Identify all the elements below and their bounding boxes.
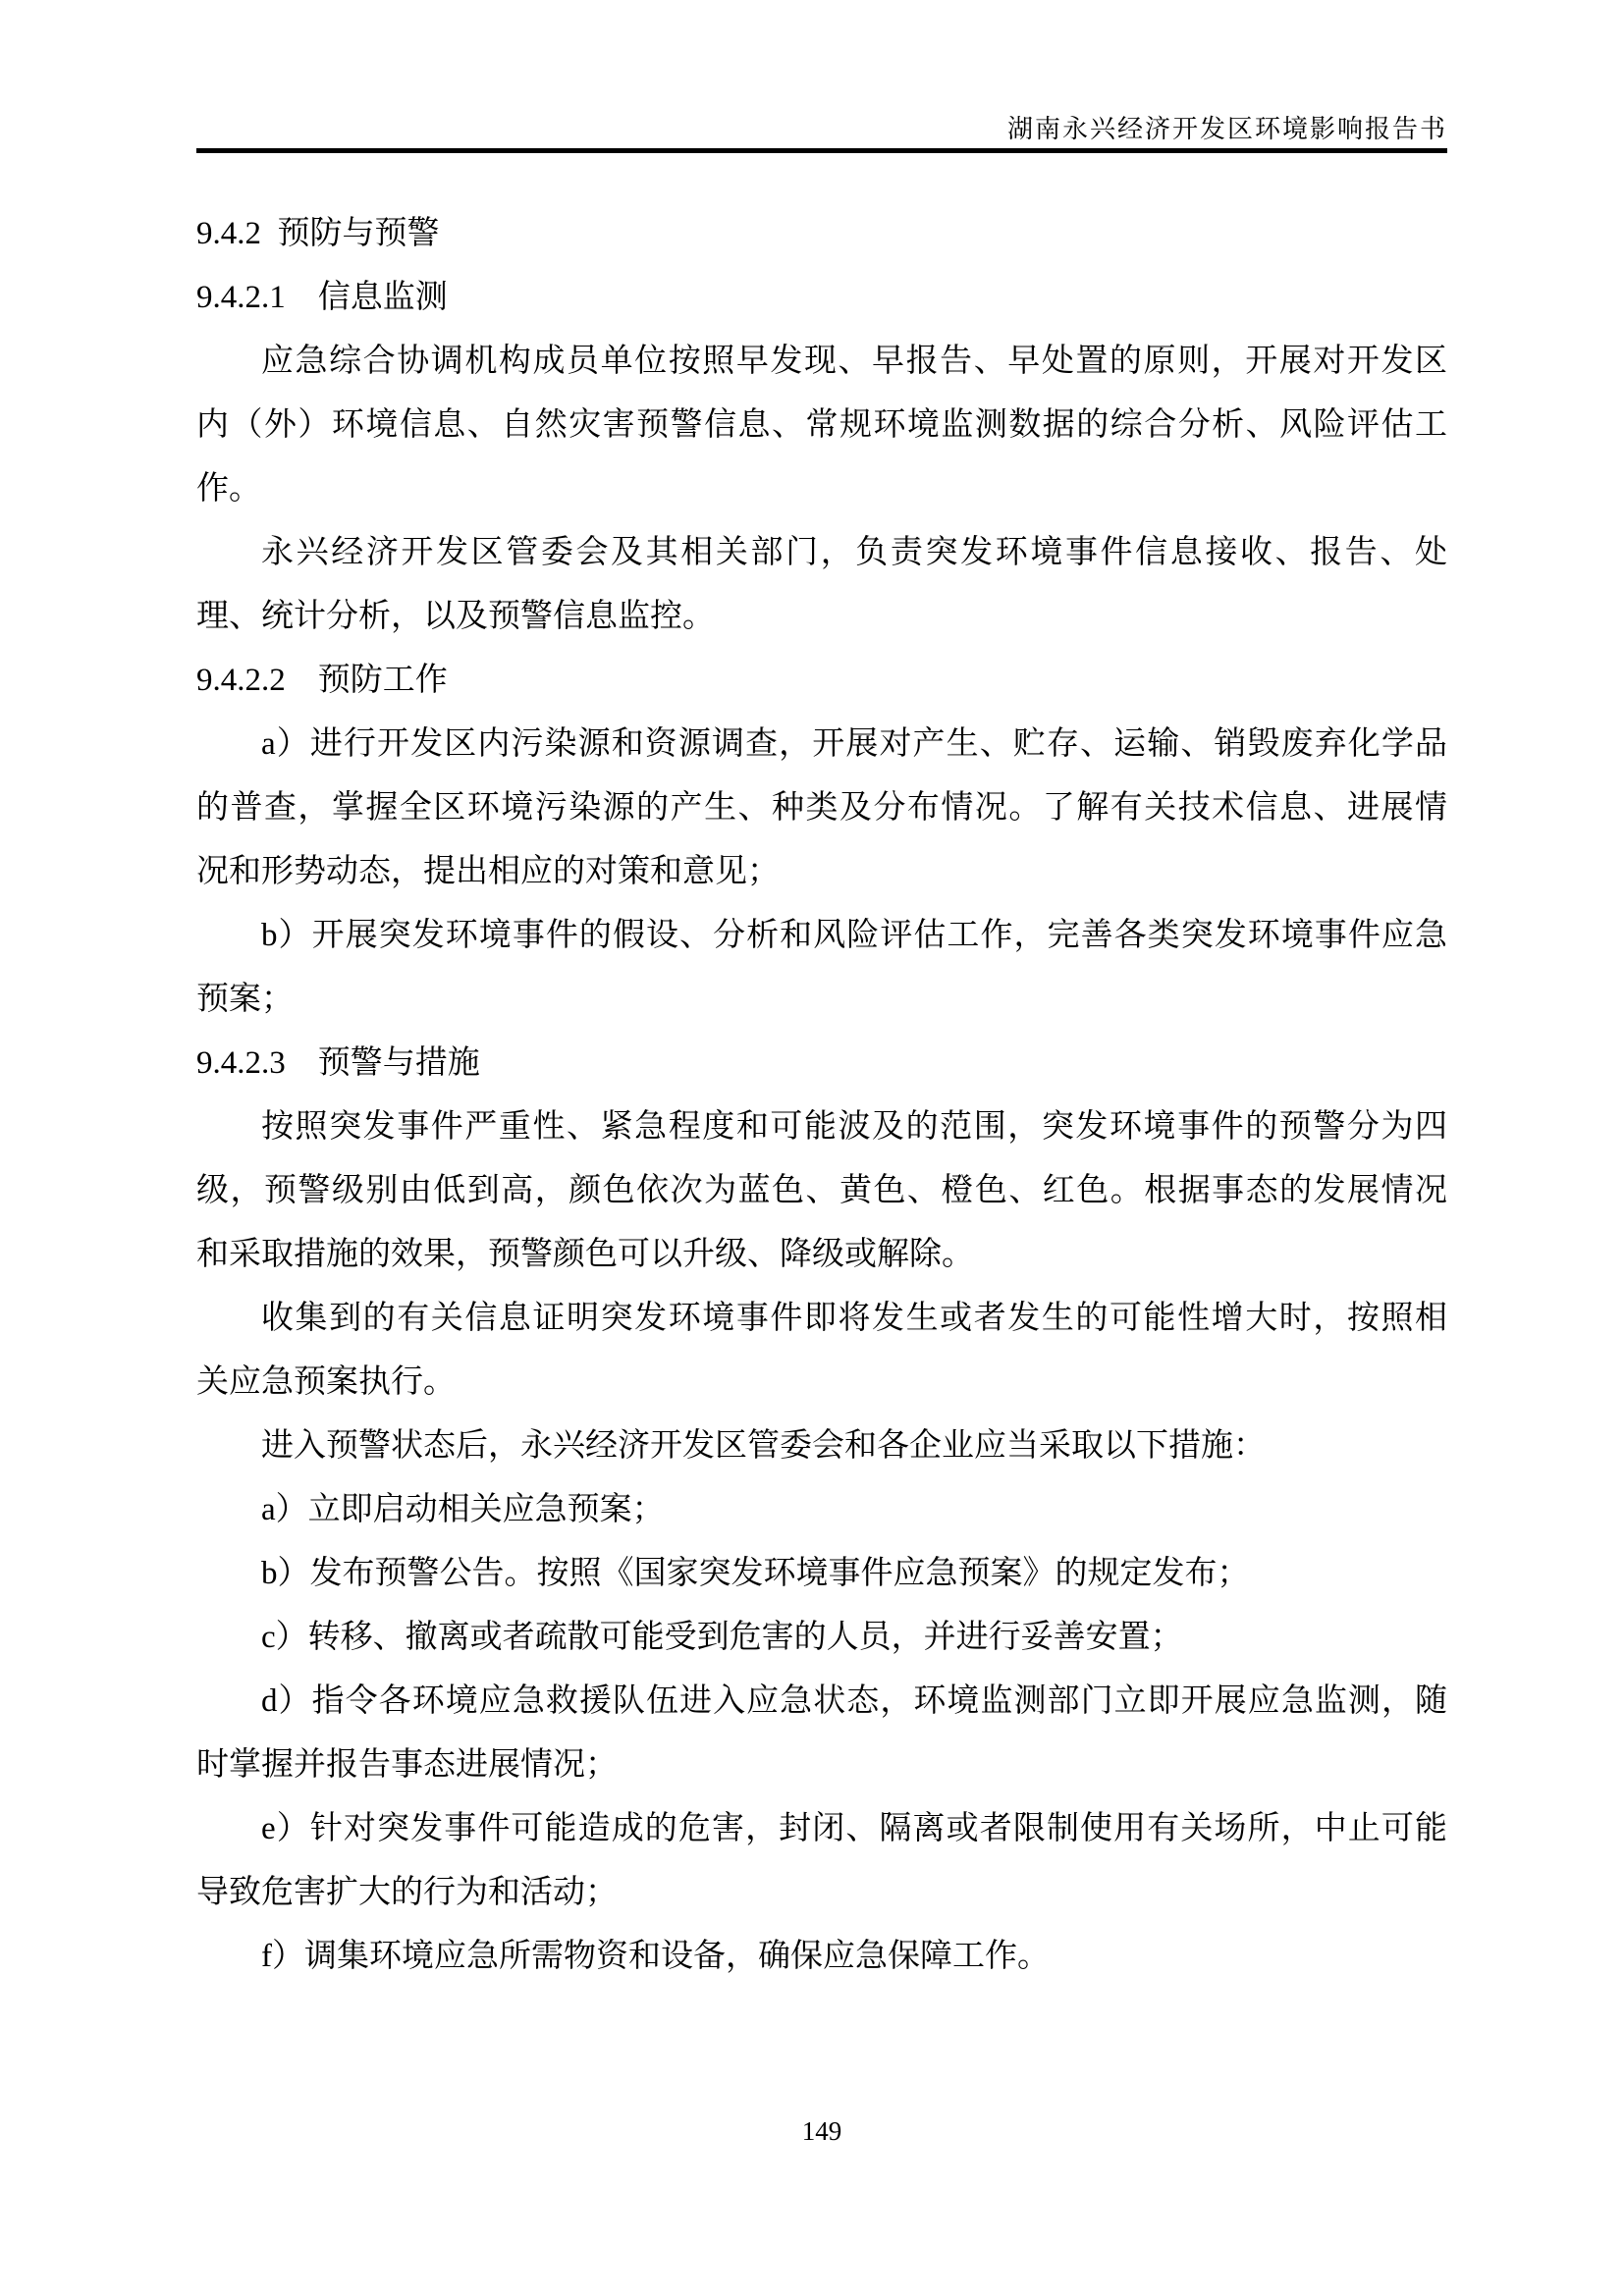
text-line: 永兴经济开发区管委会及其相关部门，负责突发环境事件信息接收、报告、处	[261, 535, 1447, 570]
text-line: 作。	[196, 471, 261, 507]
text-line: 关应急预案执行。	[196, 1364, 456, 1400]
page-number: 149	[801, 2116, 842, 2146]
text-line: 和采取措施的效果，预警颜色可以升级、降级或解除。	[196, 1237, 974, 1272]
section-heading: 9.4.2.3 预警与措施	[196, 1045, 480, 1081]
text-line: 应急综合协调机构成员单位按照早发现、早报告、早处置的原则，开展对开发区	[261, 344, 1447, 379]
text-line: a）进行开发区内污染源和资源调查，开展对产生、贮存、运输、销毁废弃化学品	[261, 726, 1447, 762]
text-line: 预案；	[196, 982, 294, 1017]
text-line: 进入预警状态后，永兴经济开发区管委会和各企业应当采取以下措施：	[261, 1428, 1266, 1464]
text-line: 级，预警级别由低到高，颜色依次为蓝色、黄色、橙色、红色。根据事态的发展情况	[196, 1173, 1447, 1208]
text-line: 收集到的有关信息证明突发环境事件即将发生或者发生的可能性增大时，按照相	[261, 1301, 1447, 1336]
text-line: b）发布预警公告。按照《国家突发环境事件应急预案》的规定发布；	[261, 1556, 1250, 1591]
text-line: 导致危害扩大的行为和活动；	[196, 1875, 618, 1910]
text-line: 况和形势动态，提出相应的对策和意见；	[196, 854, 780, 889]
text-line: c）转移、撤离或者疏散可能受到危害的人员，并进行妥善安置；	[261, 1620, 1183, 1655]
document-body	[196, 202, 1447, 1989]
text-line: d）指令各环境应急救援队伍进入应急状态，环境监测部门立即开展应急监测，随	[261, 1683, 1447, 1719]
text-line: 理、统计分析，以及预警信息监控。	[196, 599, 715, 634]
section-heading: 9.4.2 预防与预警	[196, 216, 440, 251]
text-line: 按照突发事件严重性、紧急程度和可能波及的范围，突发环境事件的预警分为四	[261, 1109, 1447, 1145]
text-line: f）调集环境应急所需物资和设备，确保应急保障工作。	[261, 1939, 1050, 1974]
text-line: a）立即启动相关应急预案；	[261, 1492, 665, 1527]
text-line: 内（外）环境信息、自然灾害预警信息、常规环境监测数据的综合分析、风险评估工	[196, 407, 1447, 443]
page-header	[196, 115, 1447, 153]
text-line: e）针对突发事件可能造成的危害，封闭、隔离或者限制使用有关场所，中止可能	[261, 1811, 1447, 1846]
text-line: 时掌握并报告事态进展情况；	[196, 1747, 618, 1783]
page-footer	[196, 2115, 1447, 2147]
header-title: 湖南永兴经济开发区环境影响报告书	[1006, 115, 1447, 143]
section-heading: 9.4.2.1 信息监测	[196, 280, 448, 315]
text-line: 的普查，掌握全区环境污染源的产生、种类及分布情况。了解有关技术信息、进展情	[196, 790, 1447, 826]
text-line: b）开展突发环境事件的假设、分析和风险评估工作，完善各类突发环境事件应急	[261, 918, 1447, 953]
section-heading: 9.4.2.2 预防工作	[196, 663, 448, 698]
